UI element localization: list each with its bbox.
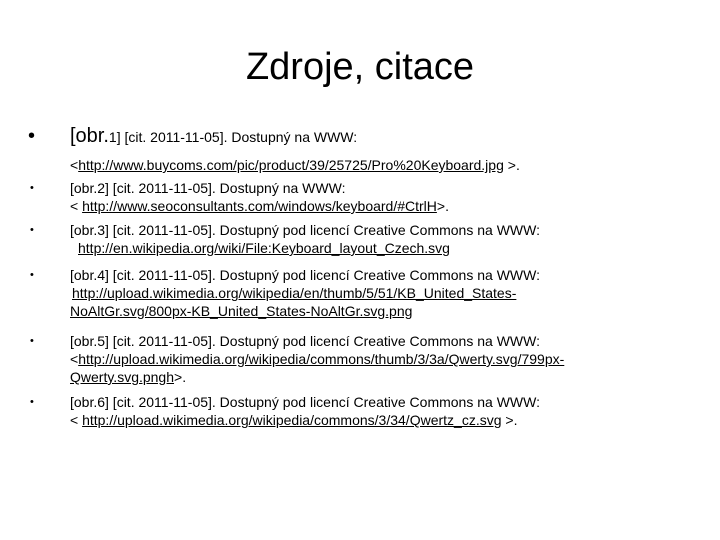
slide-title: Zdroje, citace <box>245 46 475 88</box>
link-open-bracket: < <box>70 198 83 214</box>
citation-link-continuation[interactable]: Qwerty.svg.pngh <box>70 369 175 385</box>
citation-item-2 <box>30 179 670 215</box>
citation-item-5 <box>30 332 670 386</box>
citation-link[interactable]: http://www.seoconsultants.com/windows/keyboard/#CtrlH <box>82 198 437 214</box>
link-close-bracket: >. <box>436 198 449 214</box>
citation-number: 1] <box>108 129 121 145</box>
bullet-icon: • <box>30 182 34 194</box>
citation-link[interactable]: http://upload.wikimedia.org/wikipedia/commons/3/34/Qwertz_cz.svg <box>82 412 502 428</box>
citation-text: [obr.2] [cit. 2011-11-05]. Dostupný na WWW: <box>70 180 346 196</box>
bullet-icon: • <box>30 269 34 281</box>
citation-item-3 <box>30 221 670 257</box>
link-close-bracket: >. <box>503 157 520 173</box>
citation-link[interactable]: http://www.buycoms.com/pic/product/39/25725/Pro%20Keyboard.jpg <box>78 157 504 173</box>
citation-link-continuation[interactable]: NoAltGr.svg/800px-KB_United_States-NoAltGr.svg.png <box>70 303 413 319</box>
citation-prefix: [obr. <box>70 125 109 147</box>
link-open-bracket: < <box>70 351 79 367</box>
citation-text: [obr.4] [cit. 2011-11-05]. Dostupný pod licencí Creative Commons na WWW: <box>70 267 540 283</box>
bullet-icon: • <box>30 335 34 347</box>
link-close-bracket: >. <box>501 412 518 428</box>
citation-text: [obr.6] [cit. 2011-11-05]. Dostupný pod licencí Creative Commons na WWW: <box>70 394 540 410</box>
citation-text: [cit. 2011-11-05]. Dostupný na WWW: <box>120 129 358 145</box>
citation-text: [obr.5] [cit. 2011-11-05]. Dostupný pod licencí Creative Commons na WWW: <box>70 333 540 349</box>
citation-item-6 <box>30 393 670 429</box>
citation-link[interactable]: http://en.wikipedia.org/wiki/File:Keyboard_layout_Czech.svg <box>78 240 450 256</box>
citation-item-4 <box>30 266 670 320</box>
citation-item-1-link-line <box>70 156 670 174</box>
citation-link[interactable]: http://upload.wikimedia.org/wikipedia/en/thumb/5/51/KB_United_States- <box>72 285 517 301</box>
link-open-bracket: < <box>70 157 79 173</box>
citation-text: [obr.3] [cit. 2011-11-05]. Dostupný pod licencí Creative Commons na WWW: <box>70 222 540 238</box>
bullet-icon: • <box>30 396 34 408</box>
citation-link[interactable]: http://upload.wikimedia.org/wikipedia/commons/thumb/3/3a/Qwerty.svg/799px- <box>78 351 565 367</box>
bullet-icon: • <box>30 224 34 236</box>
bullet-icon: • <box>28 125 36 147</box>
citation-item-1 <box>28 124 670 149</box>
link-open-bracket: < <box>70 412 83 428</box>
link-close-bracket: >. <box>174 369 187 385</box>
